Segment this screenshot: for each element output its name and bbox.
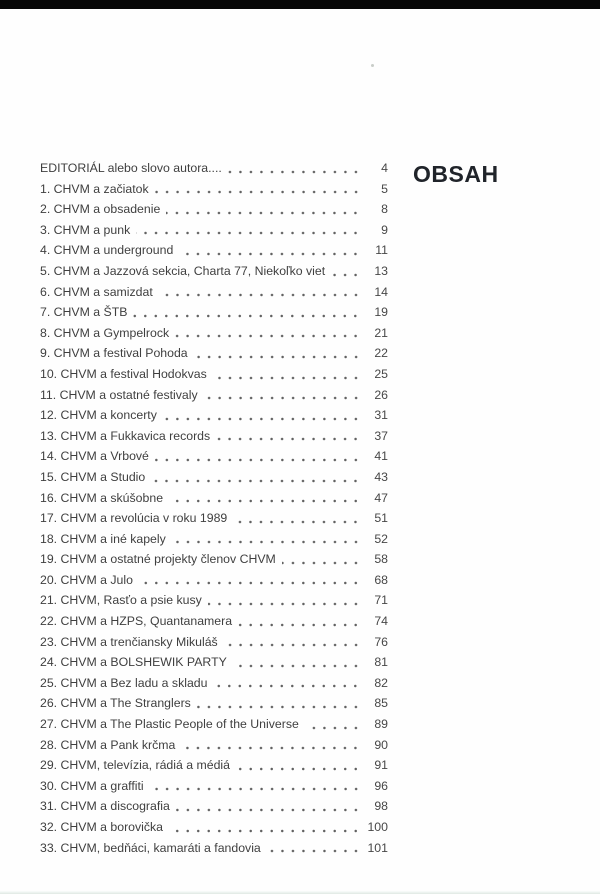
toc-entry-page: 82 <box>374 675 388 690</box>
toc-entry-page: 41 <box>374 449 388 464</box>
toc-entry <box>40 529 388 550</box>
toc-entry-page: 58 <box>374 552 388 567</box>
toc-entry-page: 100 <box>367 820 388 834</box>
toc-entry <box>40 240 388 261</box>
toc-entry <box>40 673 388 694</box>
toc-entry-title: 29. CHVM, televízia, rádiá a médiá <box>40 758 231 773</box>
toc-entry <box>40 570 388 591</box>
toc-leader-dots <box>331 261 361 282</box>
toc-leader-dots <box>150 776 361 797</box>
toc-entry <box>40 488 388 509</box>
page-title: OBSAH <box>413 161 499 187</box>
toc-entry <box>40 302 388 323</box>
toc-leader-dots <box>155 179 361 200</box>
toc-entry-title: 12. CHVM a koncerty <box>40 408 157 423</box>
toc-entry-title: 32. CHVM a borovička <box>40 820 164 834</box>
top-scan-bar <box>0 0 600 9</box>
toc-leader-dots <box>169 488 361 509</box>
toc-entry <box>40 508 388 529</box>
toc-entry-page: 13 <box>374 263 388 278</box>
toc-entry-title: 25. CHVM a Bez ladu a skladu <box>40 675 208 690</box>
toc-leader-dots <box>175 323 361 344</box>
toc-leader-dots <box>194 343 361 364</box>
toc-leader-dots <box>179 240 361 261</box>
toc-entry-page: 52 <box>374 531 388 546</box>
toc-entry-page: 81 <box>374 655 388 670</box>
toc-entry-page: 85 <box>374 696 388 711</box>
toc-entry-page: 37 <box>374 428 388 443</box>
toc-entry <box>40 261 388 282</box>
toc-entry-title: 1. CHVM a začiatok <box>40 181 149 196</box>
toc-entry-page: 76 <box>374 634 388 649</box>
toc-entry <box>40 611 388 632</box>
toc-entry-title: 16. CHVM a skúšobne <box>40 490 164 505</box>
toc-entry-page: 101 <box>367 840 388 855</box>
toc-leader-dots <box>236 755 361 776</box>
toc-entry <box>40 714 388 735</box>
toc-leader-dots <box>181 735 361 756</box>
toc-entry <box>40 364 388 385</box>
toc-entry-title: 17. CHVM a revolúcia v roku 1989 <box>40 511 228 526</box>
toc-leader-dots <box>166 199 361 220</box>
toc-entry <box>40 426 388 447</box>
toc-entry-page: 11 <box>375 243 388 258</box>
toc-leader-dots <box>169 817 361 838</box>
toc-entry <box>40 632 388 653</box>
toc-entry-title: 7. CHVM a ŠTB <box>40 305 128 320</box>
toc-leader-dots <box>305 714 361 735</box>
toc-leader-dots <box>282 549 361 570</box>
toc-entry <box>40 446 388 467</box>
toc-entry-title: 3. CHVM a punk <box>40 222 131 237</box>
toc-entry-title: 33. CHVM, bedňáci, kamaráti a fandovia <box>40 840 261 855</box>
toc-entry-title: 18. CHVM a iné kapely <box>40 531 166 546</box>
toc-entry-page: 4 <box>381 161 388 175</box>
toc-entry-title: EDITORIÁL alebo slovo autora.... <box>40 161 222 175</box>
toc-entry <box>40 199 388 220</box>
toc-leader-dots <box>233 652 361 673</box>
toc-entry <box>40 282 388 303</box>
toc-entry-page: 26 <box>374 387 388 402</box>
toc-entry <box>40 652 388 673</box>
toc-entry <box>40 693 388 714</box>
toc-entry <box>40 220 388 241</box>
toc-entry-title: 2. CHVM a obsadenie <box>40 202 161 217</box>
toc-leader-dots <box>267 838 361 859</box>
toc-entry <box>40 590 388 611</box>
toc-entry-page: 9 <box>381 222 388 237</box>
toc-entry <box>40 735 388 756</box>
toc-entry-page: 96 <box>374 778 388 793</box>
toc-entry <box>40 405 388 426</box>
toc-entry-page: 43 <box>374 469 388 484</box>
toc-leader-dots <box>204 385 361 406</box>
toc-leader-dots <box>233 508 361 529</box>
toc-entry <box>40 323 388 344</box>
toc-entry-page: 90 <box>374 737 388 752</box>
toc-leader-dots <box>216 426 361 447</box>
toc-entry-title: 15. CHVM a Studio <box>40 469 146 484</box>
toc-entry <box>40 158 388 179</box>
toc-entry <box>40 343 388 364</box>
toc-entry <box>40 467 388 488</box>
toc-entry-title: 14. CHVM a Vrbové <box>40 449 149 464</box>
toc-entry <box>40 776 388 797</box>
toc-entry-page: 89 <box>374 717 388 732</box>
toc-leader-dots <box>224 632 361 653</box>
toc-entry-page: 19 <box>374 305 388 320</box>
scan-speck <box>371 64 374 67</box>
toc-entry-page: 47 <box>374 490 388 505</box>
toc-entry-page: 22 <box>374 346 388 361</box>
toc-entry-page: 25 <box>374 366 388 381</box>
toc-entry-page: 14 <box>374 284 388 299</box>
toc-entry-title: 22. CHVM a HZPS, Quantanamera <box>40 614 233 629</box>
toc-entry-title: 31. CHVM a discografia <box>40 799 170 814</box>
toc-leader-dots <box>172 529 361 550</box>
toc-entry-title: 5. CHVM a Jazzová sekcia, Charta 77, Niekoľko viet <box>40 263 326 278</box>
toc-leader-dots <box>197 693 361 714</box>
toc-leader-dots <box>159 282 361 303</box>
toc-entry-title: 27. CHVM a The Plastic People of the Universe <box>40 717 299 732</box>
toc-entry-page: 31 <box>374 408 388 423</box>
toc-entry-page: 8 <box>381 202 388 217</box>
toc-entry <box>40 817 388 838</box>
toc-leader-dots <box>151 467 361 488</box>
toc-entry-title: 4. CHVM a underground <box>40 243 174 258</box>
toc-list <box>40 158 388 858</box>
toc-entry-title: 19. CHVM a ostatné projekty členov CHVM <box>40 552 276 567</box>
toc-entry-title: 24. CHVM a BOLSHEWIK PARTY <box>40 655 227 670</box>
toc-entry <box>40 549 388 570</box>
toc-entry-page: 68 <box>374 572 388 587</box>
toc-entry-title: 20. CHVM a Julo <box>40 572 133 587</box>
toc-entry-page: 5 <box>381 181 388 196</box>
toc-entry-title: 30. CHVM a graffiti <box>40 778 144 793</box>
toc-entry-title: 11. CHVM a ostatné festivaly <box>40 387 198 402</box>
toc-entry-page: 91 <box>374 758 388 773</box>
toc-entry-title: 10. CHVM a festival Hodokvas <box>40 366 207 381</box>
toc-entry-title: 8. CHVM a Gympelrock <box>40 325 170 340</box>
toc-leader-dots <box>213 673 361 694</box>
toc-leader-dots <box>228 158 361 179</box>
toc-leader-dots <box>213 364 361 385</box>
toc-entry <box>40 755 388 776</box>
toc-entry-title: 26. CHVM a The Stranglers <box>40 696 191 711</box>
toc-leader-dots <box>136 220 361 241</box>
toc-entry-title: 23. CHVM a trenčiansky Mikuláš <box>40 634 218 649</box>
toc-entry-page: 98 <box>374 799 388 814</box>
toc-leader-dots <box>176 796 361 817</box>
toc-entry-page: 51 <box>374 511 388 526</box>
toc-entry-title: 28. CHVM a Pank krčma <box>40 737 176 752</box>
toc-entry <box>40 179 388 200</box>
toc-leader-dots <box>155 446 361 467</box>
toc-entry <box>40 385 388 406</box>
toc-entry-title: 6. CHVM a samizdat <box>40 284 153 299</box>
toc-leader-dots <box>163 405 361 426</box>
toc-entry-page: 74 <box>374 614 388 629</box>
toc-entry-title: 9. CHVM a festival Pohoda <box>40 346 188 361</box>
toc-leader-dots <box>238 611 361 632</box>
toc-entry-page: 71 <box>374 593 388 608</box>
toc-entry-page: 21 <box>374 325 388 340</box>
toc-leader-dots <box>139 570 361 591</box>
toc-leader-dots <box>208 590 361 611</box>
toc-entry <box>40 796 388 817</box>
toc-entry-title: 13. CHVM a Fukkavica records <box>40 428 211 443</box>
toc-entry-title: 21. CHVM, Rasťo a psie kusy <box>40 593 202 608</box>
toc-leader-dots <box>133 302 361 323</box>
toc-entry <box>40 838 388 859</box>
